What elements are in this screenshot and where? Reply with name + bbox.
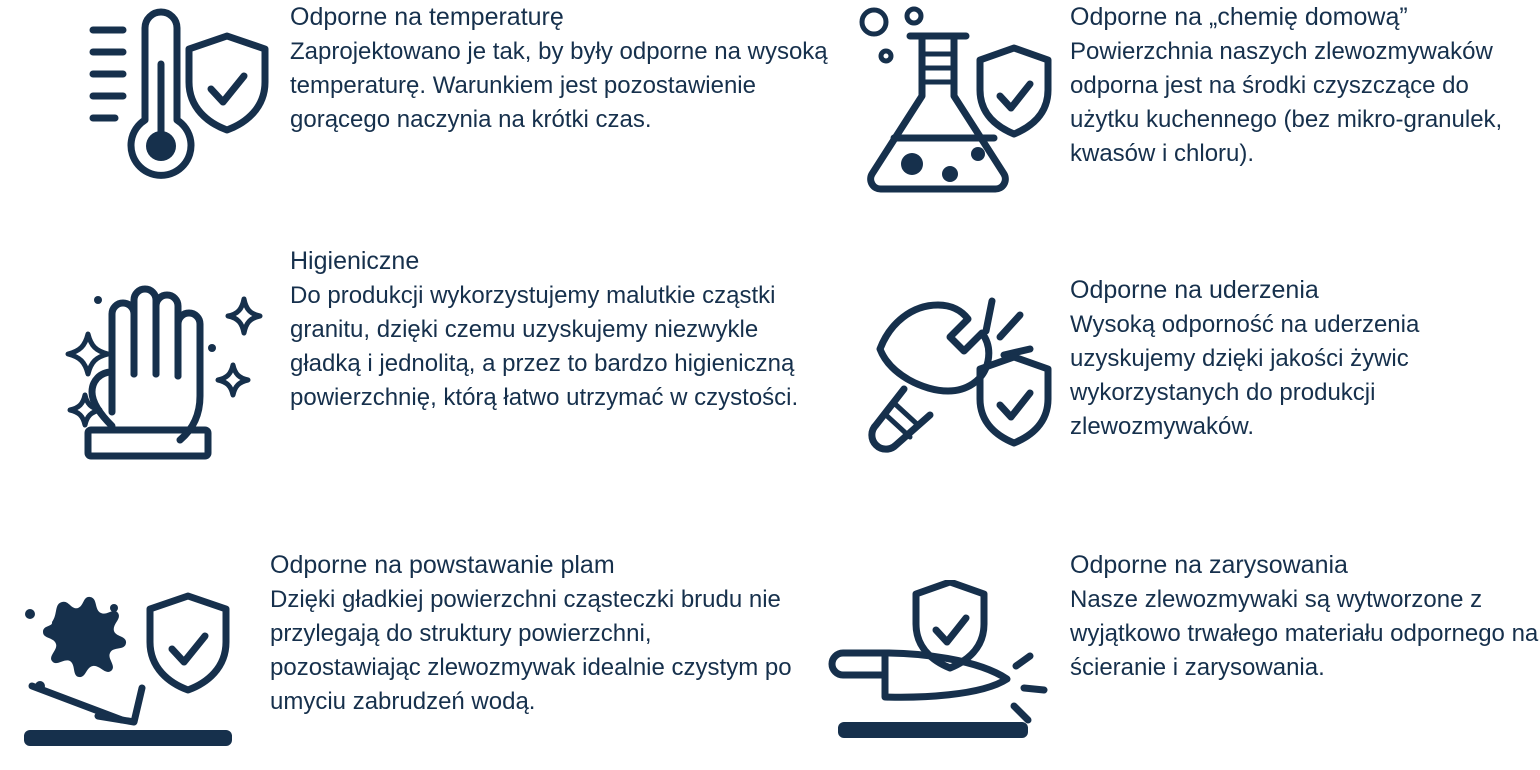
feature-stains-desc: Dzięki gładkiej powierzchni cząsteczki brudu nie przylegają do struktury powierzchni, pozostawiając zlewozmywak idealnie czystym po umyciu zabrudzeń wodą. (270, 586, 792, 715)
stain-repel-shield-icon (10, 578, 260, 758)
clean-hand-sparkle-icon-wrap (20, 246, 290, 472)
feature-temperature-title: Odporne na temperaturę (290, 3, 564, 31)
flask-shield-icon (850, 2, 1060, 212)
feature-impact-text (1070, 275, 1540, 444)
feature-hygienic-text (290, 246, 820, 415)
feature-scratch (800, 550, 1540, 760)
knife-shield-icon (810, 580, 1060, 760)
feature-impact-desc: Wysoką odporność na uderzenia uzyskujemy dzięki jakości żywic wykorzystanych do produkcji zlewozmywaków. (1070, 311, 1420, 440)
feature-scratch-desc: Nasze zlewozmywaki są wytworzone z wyjątkowo trwałego materiału odpornego na ścieranie i zarysowania. (1070, 586, 1539, 681)
feature-hygienic (20, 246, 820, 472)
feature-stains (0, 550, 800, 758)
knife-shield-icon-wrap (800, 550, 1070, 760)
feature-stains-title: Odporne na powstawanie plam (270, 551, 615, 579)
feature-chemicals-title: Odporne na „chemię domową” (1070, 3, 1408, 31)
feature-impact (840, 275, 1540, 462)
feature-chemicals-text (1070, 2, 1540, 171)
feature-temperature-text (290, 2, 830, 137)
thermometer-shield-icon-wrap (60, 2, 290, 201)
feature-temperature (60, 2, 830, 201)
feature-temperature-desc: Zaprojektowano je tak, by były odporne na wysoką temperaturę. Warunkiem jest pozostawienie gorącego naczynia na krótki czas. (290, 38, 828, 133)
feature-chemicals-desc: Powierzchnia naszych zlewozmywaków odporna jest na środki czyszczące do użytku kuchennego (bez mikro-granulek, kwasów i chloru). (1070, 38, 1503, 167)
feature-impact-title: Odporne na uderzenia (1070, 276, 1319, 304)
feature-chemicals (840, 2, 1540, 212)
feature-hygienic-title: Higieniczne (290, 247, 420, 275)
stain-repel-shield-icon-wrap (0, 550, 270, 758)
feature-scratch-title: Odporne na zarysowania (1070, 551, 1348, 579)
feature-stains-text (270, 550, 800, 719)
feature-scratch-text (1070, 550, 1540, 685)
hammer-shield-icon-wrap (840, 275, 1070, 462)
thermometer-shield-icon (75, 6, 275, 201)
flask-shield-icon-wrap (840, 2, 1070, 212)
hammer-shield-icon (850, 287, 1060, 462)
clean-hand-sparkle-icon (40, 262, 270, 472)
feature-hygienic-desc: Do produkcji wykorzystujemy malutkie cząstki granitu, dzięki czemu uzyskujemy niezwykle gładką i jednolitą, a przez to bardzo higieniczną powierzchnię, którą łatwo utrzymać w czystości. (290, 282, 799, 411)
